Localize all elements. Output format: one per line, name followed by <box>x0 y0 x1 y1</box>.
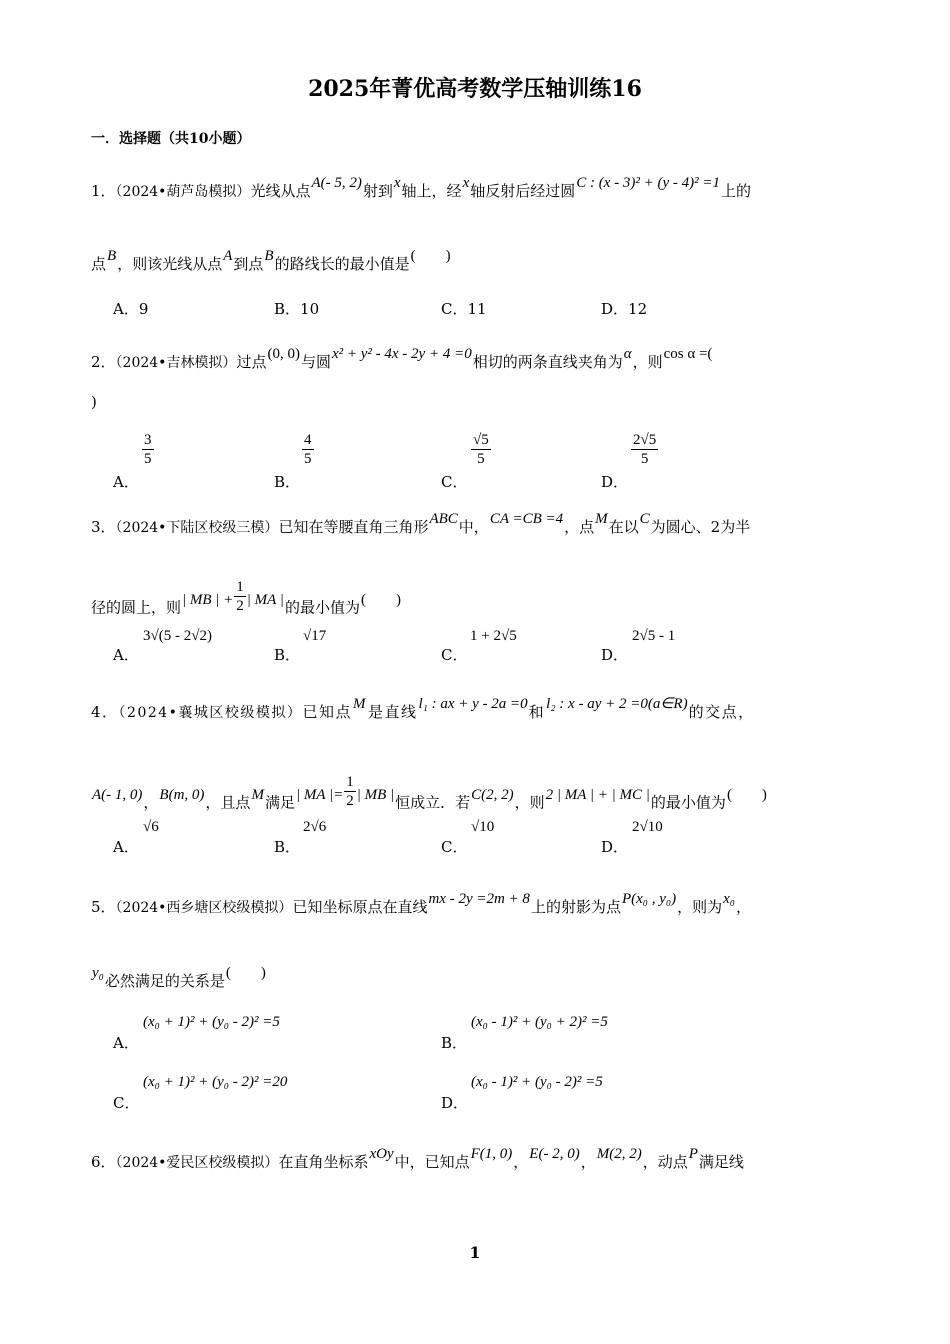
section-heading: 一．选择题（共10小题） <box>91 131 251 147</box>
question-text: 满足线 <box>698 1153 744 1171</box>
question-text: 满足 <box>264 793 295 812</box>
math-expr: B <box>107 248 117 264</box>
math-expr: | MA | <box>246 591 284 608</box>
question-number: 3． <box>91 518 116 536</box>
question-text: 已知坐标原点在直线 <box>292 898 428 916</box>
question-text: ， <box>736 898 752 916</box>
math-expr: x <box>462 175 470 191</box>
question-text: 已知在等腰直角三角形 <box>278 518 429 536</box>
question-2-line-1 <box>91 346 713 372</box>
question-text: ， <box>513 1153 529 1171</box>
denominator: 2 <box>346 793 354 809</box>
option-c-label: C． <box>441 838 468 856</box>
question-text: ，动点 <box>642 1153 688 1171</box>
question-text: 的最小值为 <box>284 598 360 617</box>
question-text: ，则该光线从点 <box>117 255 223 273</box>
option-b-math: √17 <box>303 628 327 644</box>
question-text: 中， <box>458 518 489 536</box>
option-d-math: 2√10 <box>632 819 663 835</box>
numerator: 1 <box>236 579 244 595</box>
option-d-label: D． <box>601 473 629 491</box>
question-text: 恒成立．若 <box>395 793 471 812</box>
math-expr: | MB | <box>356 786 395 803</box>
option-c-math: √10 <box>471 819 495 835</box>
math-expr: A(- 1, 0) <box>92 786 143 803</box>
math-expr: 2 | MA | + | MC | <box>545 786 650 803</box>
question-text: 光线从点 <box>250 182 311 200</box>
fraction <box>344 773 356 810</box>
question-text: 上的 <box>721 182 752 200</box>
option-d-fraction <box>631 431 658 468</box>
question-1-line-1 <box>91 175 752 201</box>
option-c-math: (x₀ + 1)² + (y₀ - 2)² =20 <box>143 1074 288 1090</box>
option-b-math: 2√6 <box>303 819 327 835</box>
denominator: 5 <box>477 451 485 467</box>
question-5-line-1 <box>91 891 752 917</box>
question-6-line-1 <box>91 1146 744 1172</box>
option-c-fraction <box>471 431 491 468</box>
option-b: B．10 <box>274 300 320 318</box>
question-text: 为圆心、2为半 <box>650 518 751 536</box>
answer-blank: ( ) <box>410 248 451 264</box>
question-source: （2024•襄城区校级模拟） <box>118 705 303 721</box>
option-c-math: 1 + 2√5 <box>470 628 517 644</box>
question-5-line-2 <box>91 965 267 991</box>
math-expr: | MB | + <box>182 591 234 608</box>
option-a-label: A． <box>113 473 139 491</box>
option-c-label: C． <box>113 1094 140 1112</box>
question-number: 1． <box>91 182 116 200</box>
option-d-label: D． <box>601 646 629 664</box>
denominator: 2 <box>236 598 244 614</box>
math-expr: M <box>352 696 367 712</box>
math-expr: ABC <box>429 511 458 527</box>
question-source: （2024•下陆区校级三模） <box>115 520 279 536</box>
math-expr: P(x₀ , y₀) <box>621 891 677 907</box>
question-text: 轴上，经 <box>401 182 462 200</box>
question-text: 必然满足的关系是 <box>104 972 225 990</box>
question-text: 已知点 <box>302 703 352 721</box>
math-expr: B <box>264 248 274 264</box>
math-expr: C : (x - 3)² + (y - 4)² =1 <box>576 175 721 191</box>
denominator: 5 <box>640 451 649 467</box>
math-expr: (0, 0) <box>267 346 300 362</box>
question-number: 4． <box>91 703 119 721</box>
answer-blank: ( ) <box>360 591 401 608</box>
question-source: （2024•爱民区校级模拟） <box>115 1155 279 1171</box>
option-c-label: C． <box>441 646 468 664</box>
math-expr: α <box>623 346 632 362</box>
question-text: ，则 <box>514 793 545 812</box>
option-d-label: D． <box>441 1094 469 1112</box>
question-text: 过点 <box>236 353 267 371</box>
math-expr: | MA |= <box>295 786 344 803</box>
denominator: 5 <box>304 451 312 467</box>
question-text: 上的射影为点 <box>530 898 621 916</box>
fraction <box>234 578 246 615</box>
numerator: √5 <box>473 432 489 448</box>
answer-blank: ( ) <box>225 965 266 981</box>
option-a-fraction <box>142 431 154 468</box>
question-4-line-1 <box>91 696 755 722</box>
math-expr: E(- 2, 0) <box>529 1146 580 1162</box>
math-expr: C <box>639 511 650 527</box>
option-d-label: D． <box>601 838 629 856</box>
question-text: 的交点， <box>688 703 755 721</box>
question-3-line-1 <box>91 511 751 537</box>
math-expr: A <box>223 248 233 264</box>
answer-blank: ( ) <box>726 786 767 803</box>
question-source: （2024•吉林模拟） <box>115 355 237 371</box>
option-a-math: √6 <box>143 819 159 835</box>
question-text: 的最小值为 <box>650 793 726 812</box>
option-b-label: B． <box>274 473 301 491</box>
numerator: 2√5 <box>633 432 657 448</box>
numerator: 3 <box>144 432 152 448</box>
math-expr: x² + y² - 4x - 2y + 4 =0 <box>331 346 472 362</box>
question-text: 到点 <box>233 255 264 273</box>
question-source: （2024•西乡塘区校级模拟） <box>115 900 293 916</box>
option-a-label: A． <box>113 646 139 664</box>
question-source: （2024•葫芦岛模拟） <box>115 184 251 200</box>
math-expr: l₂ : x - ay + 2 =0(a∈R) <box>546 696 688 712</box>
math-expr: P <box>688 1146 698 1162</box>
math-expr: M <box>595 511 608 527</box>
question-text: 和 <box>528 703 546 721</box>
option-b-label: B． <box>441 1034 468 1052</box>
math-expr: mx - 2y =2m + 8 <box>428 891 530 907</box>
question-text: ， <box>143 793 159 812</box>
question-text: ，且点 <box>205 793 251 812</box>
question-text: ，则 <box>632 353 663 371</box>
numerator: 1 <box>346 774 354 790</box>
question-text: ， <box>580 1153 596 1171</box>
math-expr: A(- 5, 2) <box>311 175 362 191</box>
math-expr: x₀ <box>723 891 735 907</box>
question-number: 2． <box>91 353 116 371</box>
question-number: 5． <box>91 898 116 916</box>
option-a-math: 3√(5 - 2√2) <box>143 628 212 644</box>
question-text: 在直角坐标系 <box>278 1153 369 1171</box>
question-text: 相切的两条直线夹角为 <box>472 353 623 371</box>
question-text: 是直线 <box>367 703 418 721</box>
question-3-line-2 <box>91 579 402 627</box>
math-expr: xOy <box>369 1146 394 1162</box>
question-text: 轴反射后经过圆 <box>470 182 576 200</box>
question-text: 径的圆上，则 <box>91 598 182 617</box>
option-d-math: 2√5 - 1 <box>632 628 676 644</box>
question-text: ，则为 <box>677 898 723 916</box>
math-expr: x <box>393 175 401 191</box>
math-expr: F(1, 0) <box>470 1146 513 1162</box>
math-expr: M <box>251 786 264 803</box>
question-text: 点 <box>91 255 107 273</box>
option-b-label: B． <box>274 838 301 856</box>
math-expr: y₀ <box>92 965 104 981</box>
question-text: 的路线长的最小值是 <box>274 255 410 273</box>
question-text: 射到 <box>362 182 393 200</box>
question-1-line-2 <box>91 248 452 274</box>
page-title: 2025年菁优高考数学压轴训练16 <box>308 76 642 102</box>
option-b-fraction <box>302 431 314 468</box>
option-d-math: (x₀ - 1)² + (y₀ - 2)² =5 <box>471 1074 603 1090</box>
math-expr: cos α =( <box>663 346 713 362</box>
option-a-math: (x₀ + 1)² + (y₀ - 2)² =5 <box>143 1014 280 1030</box>
question-2-line-2: ) <box>91 393 97 411</box>
math-expr: C(2, 2) <box>471 786 514 803</box>
math-expr: M(2, 2) <box>596 1146 642 1162</box>
question-text: 与圆 <box>300 353 331 371</box>
question-number: 6． <box>91 1153 116 1171</box>
question-text: 中，已知点 <box>394 1153 470 1171</box>
option-b-label: B． <box>274 646 301 664</box>
question-4-line-2 <box>91 774 768 822</box>
option-d: D．12 <box>601 300 648 318</box>
denominator: 5 <box>144 451 152 467</box>
page-number: 1 <box>469 1243 481 1262</box>
math-expr: B(m, 0) <box>159 786 205 803</box>
option-a-label: A． <box>113 1034 139 1052</box>
math-expr: CA =CB =4 <box>489 511 564 527</box>
question-text: ，点 <box>564 518 595 536</box>
option-c: C．11 <box>441 300 487 318</box>
option-b-math: (x₀ - 1)² + (y₀ + 2)² =5 <box>471 1014 608 1030</box>
numerator: 4 <box>304 432 312 448</box>
option-a-label: A． <box>113 838 139 856</box>
question-text: 在以 <box>608 518 639 536</box>
math-expr: l₁ : ax + y - 2a =0 <box>418 696 528 712</box>
option-a: A．9 <box>113 300 149 318</box>
option-c-label: C． <box>441 473 468 491</box>
